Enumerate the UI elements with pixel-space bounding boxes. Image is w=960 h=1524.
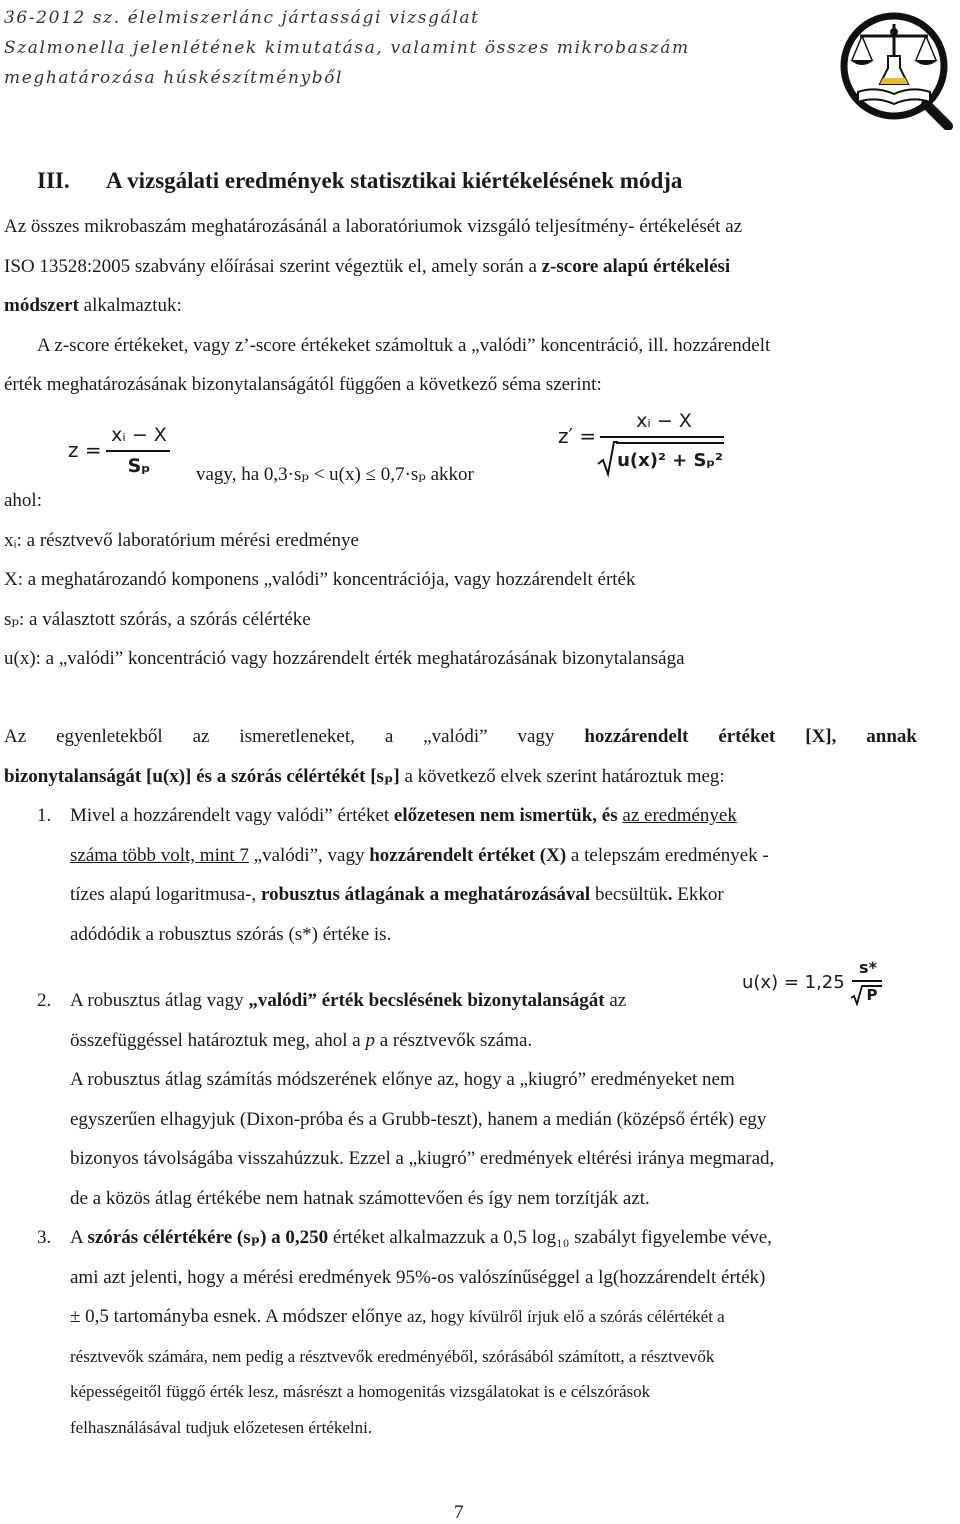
ux-formula-denominator: P (866, 986, 878, 1004)
item-3-line-1: A szórás célértékére (sₚ) a 0,250 értéket alkalmazzuk a 0,5 log₁₀ szabályt figyelembe véve, (70, 1227, 772, 1248)
formula-condition: vagy, ha 0,3·sₚ < u(x) ≤ 0,7·sₚ akkor (196, 464, 474, 485)
item-1-number: 1. (37, 805, 52, 826)
item-3-line-4: résztvevők számára, nem pedig a résztvevők eredményéből, szórásából számított, a résztvevők (70, 1347, 715, 1366)
justice-scales-logo-icon (836, 6, 956, 130)
intro-line-1: Az összes mikrobaszám meghatározásánál a laboratóriumok vizsgáló teljesítmény- értékelését az (4, 216, 743, 237)
z-formula-fraction-bar (106, 450, 170, 452)
item-3-line-5: képességeitől függő érték lesz, másrészt a homogenitás vizsgálatokat is e célszórások (70, 1382, 651, 1401)
intro-line-2: ISO 13528:2005 szabvány előírásai szerint végeztük el, amely során a z-score alapú értékelési (4, 256, 731, 277)
intro-line-5: érték meghatározásának bizonytalanságától függően a következő séma szerint: (4, 374, 602, 395)
item-2-line-2: összefüggéssel határoztuk meg, ahol a p a résztvevők száma. (70, 1030, 533, 1051)
item-2-line-1: A robusztus átlag vagy „valódi” érték becslésének bizonytalanságát az (70, 990, 627, 1011)
para2-line-1: Az egyenletekből az ismeretleneket, a „valódi” vagy hozzárendelt értéket [X], annak (4, 726, 917, 747)
ux-formula-fraction-bar (852, 980, 882, 982)
header-line-3: meghatározása húskészítményből (4, 68, 344, 88)
item-3-line-3: ± 0,5 tartományba esnek. A módszer előnye az, hogy kívülről írjuk elő a szórás célértékét a (70, 1306, 725, 1327)
item-3-number: 3. (37, 1227, 52, 1248)
z-formula-lhs: z = (68, 438, 102, 462)
intro-line-4: A z-score értékeket, vagy z’-score értékeket számoltuk a „valódi” koncentráció, ill. hozzárendelt (37, 335, 771, 356)
square-root-vinculum (616, 442, 724, 444)
z-formula-denominator: Sₚ (127, 455, 151, 477)
z-formula-numerator: xᵢ − X (111, 424, 167, 446)
para2-line-2: bizonytalanságát [u(x)] és a szórás célértékét [sₚ] a következő elvek szerint határoztuk meg: (4, 766, 725, 787)
item-2-number: 2. (37, 990, 52, 1011)
zprime-formula-numerator: xᵢ − X (636, 410, 692, 432)
definition-x: X: a meghatározandó komponens „valódi” koncentrációja, vagy hozzárendelt érték (4, 569, 636, 590)
item-2-line-3: A robusztus átlag számítás módszerének előnye az, hogy a „kiugró” eredményeket nem (70, 1069, 735, 1090)
item-2-line-5: bizonyos távolságába visszahúzzuk. Ezzel a „kiugró” eredmények eltérési iránya megmarad, (70, 1148, 775, 1169)
item-2-line-4: egyszerűen elhagyjuk (Dixon-próba és a Grubb-teszt), hanem a medián (középső érték) egy (70, 1109, 767, 1130)
zprime-formula-fraction-bar (600, 436, 724, 438)
ux-formula-lhs: u(x) = 1,25 (742, 972, 845, 993)
zprime-formula-denominator: u(x)² + Sₚ² (617, 450, 723, 471)
item-2-line-6: de a közös átlag értékébe nem hatnak számottevően és így nem torzítják azt. (70, 1188, 650, 1209)
definition-xi: xᵢ: a résztvevő laboratórium mérési eredménye (4, 530, 359, 551)
zprime-formula-lhs: z′ = (558, 424, 597, 448)
ahol-label: ahol: (4, 490, 42, 511)
section-number: III. (37, 168, 70, 193)
header-line-1: 36-2012 sz. élelmiszerlánc jártassági vizsgálat (4, 8, 480, 28)
item-1-line-4: adódódik a robusztus szórás (s*) értéke is. (70, 924, 392, 945)
page-number: 7 (454, 1502, 464, 1523)
item-1-line-1: Mivel a hozzárendelt vagy valódi” értéket előzetesen nem ismertük, és az eredmények (70, 805, 737, 826)
ux-formula-numerator: s* (859, 958, 877, 977)
item-1-line-2: száma több volt, mint 7 „valódi”, vagy hozzárendelt értéket (X) a telepszám eredmények - (70, 845, 769, 866)
definition-ux: u(x): a „valódi” koncentráció vagy hozzárendelt érték meghatározásának bizonytalansága (4, 648, 685, 669)
item-3-line-2: ami azt jelenti, hogy a mérési eredmények 95%-os valószínűséggel a lg(hozzárendelt érték) (70, 1267, 766, 1288)
intro-line-3: módszert alkalmaztuk: (4, 295, 182, 316)
header-line-2: Szalmonella jelenlétének kimutatása, valamint összes mikrobaszám (4, 38, 690, 58)
item-3-line-6: felhasználásával tudjuk előzetesen értékelni. (70, 1418, 373, 1437)
item-1-line-3: tízes alapú logaritmusa-, robusztus átlagának a meghatározásával becsültük. Ekkor (70, 884, 724, 905)
section-title: A vizsgálati eredmények statisztikai kiértékelésének módja (106, 168, 683, 193)
definition-sp: sₚ: a választott szórás, a szórás célértéke (4, 609, 311, 630)
